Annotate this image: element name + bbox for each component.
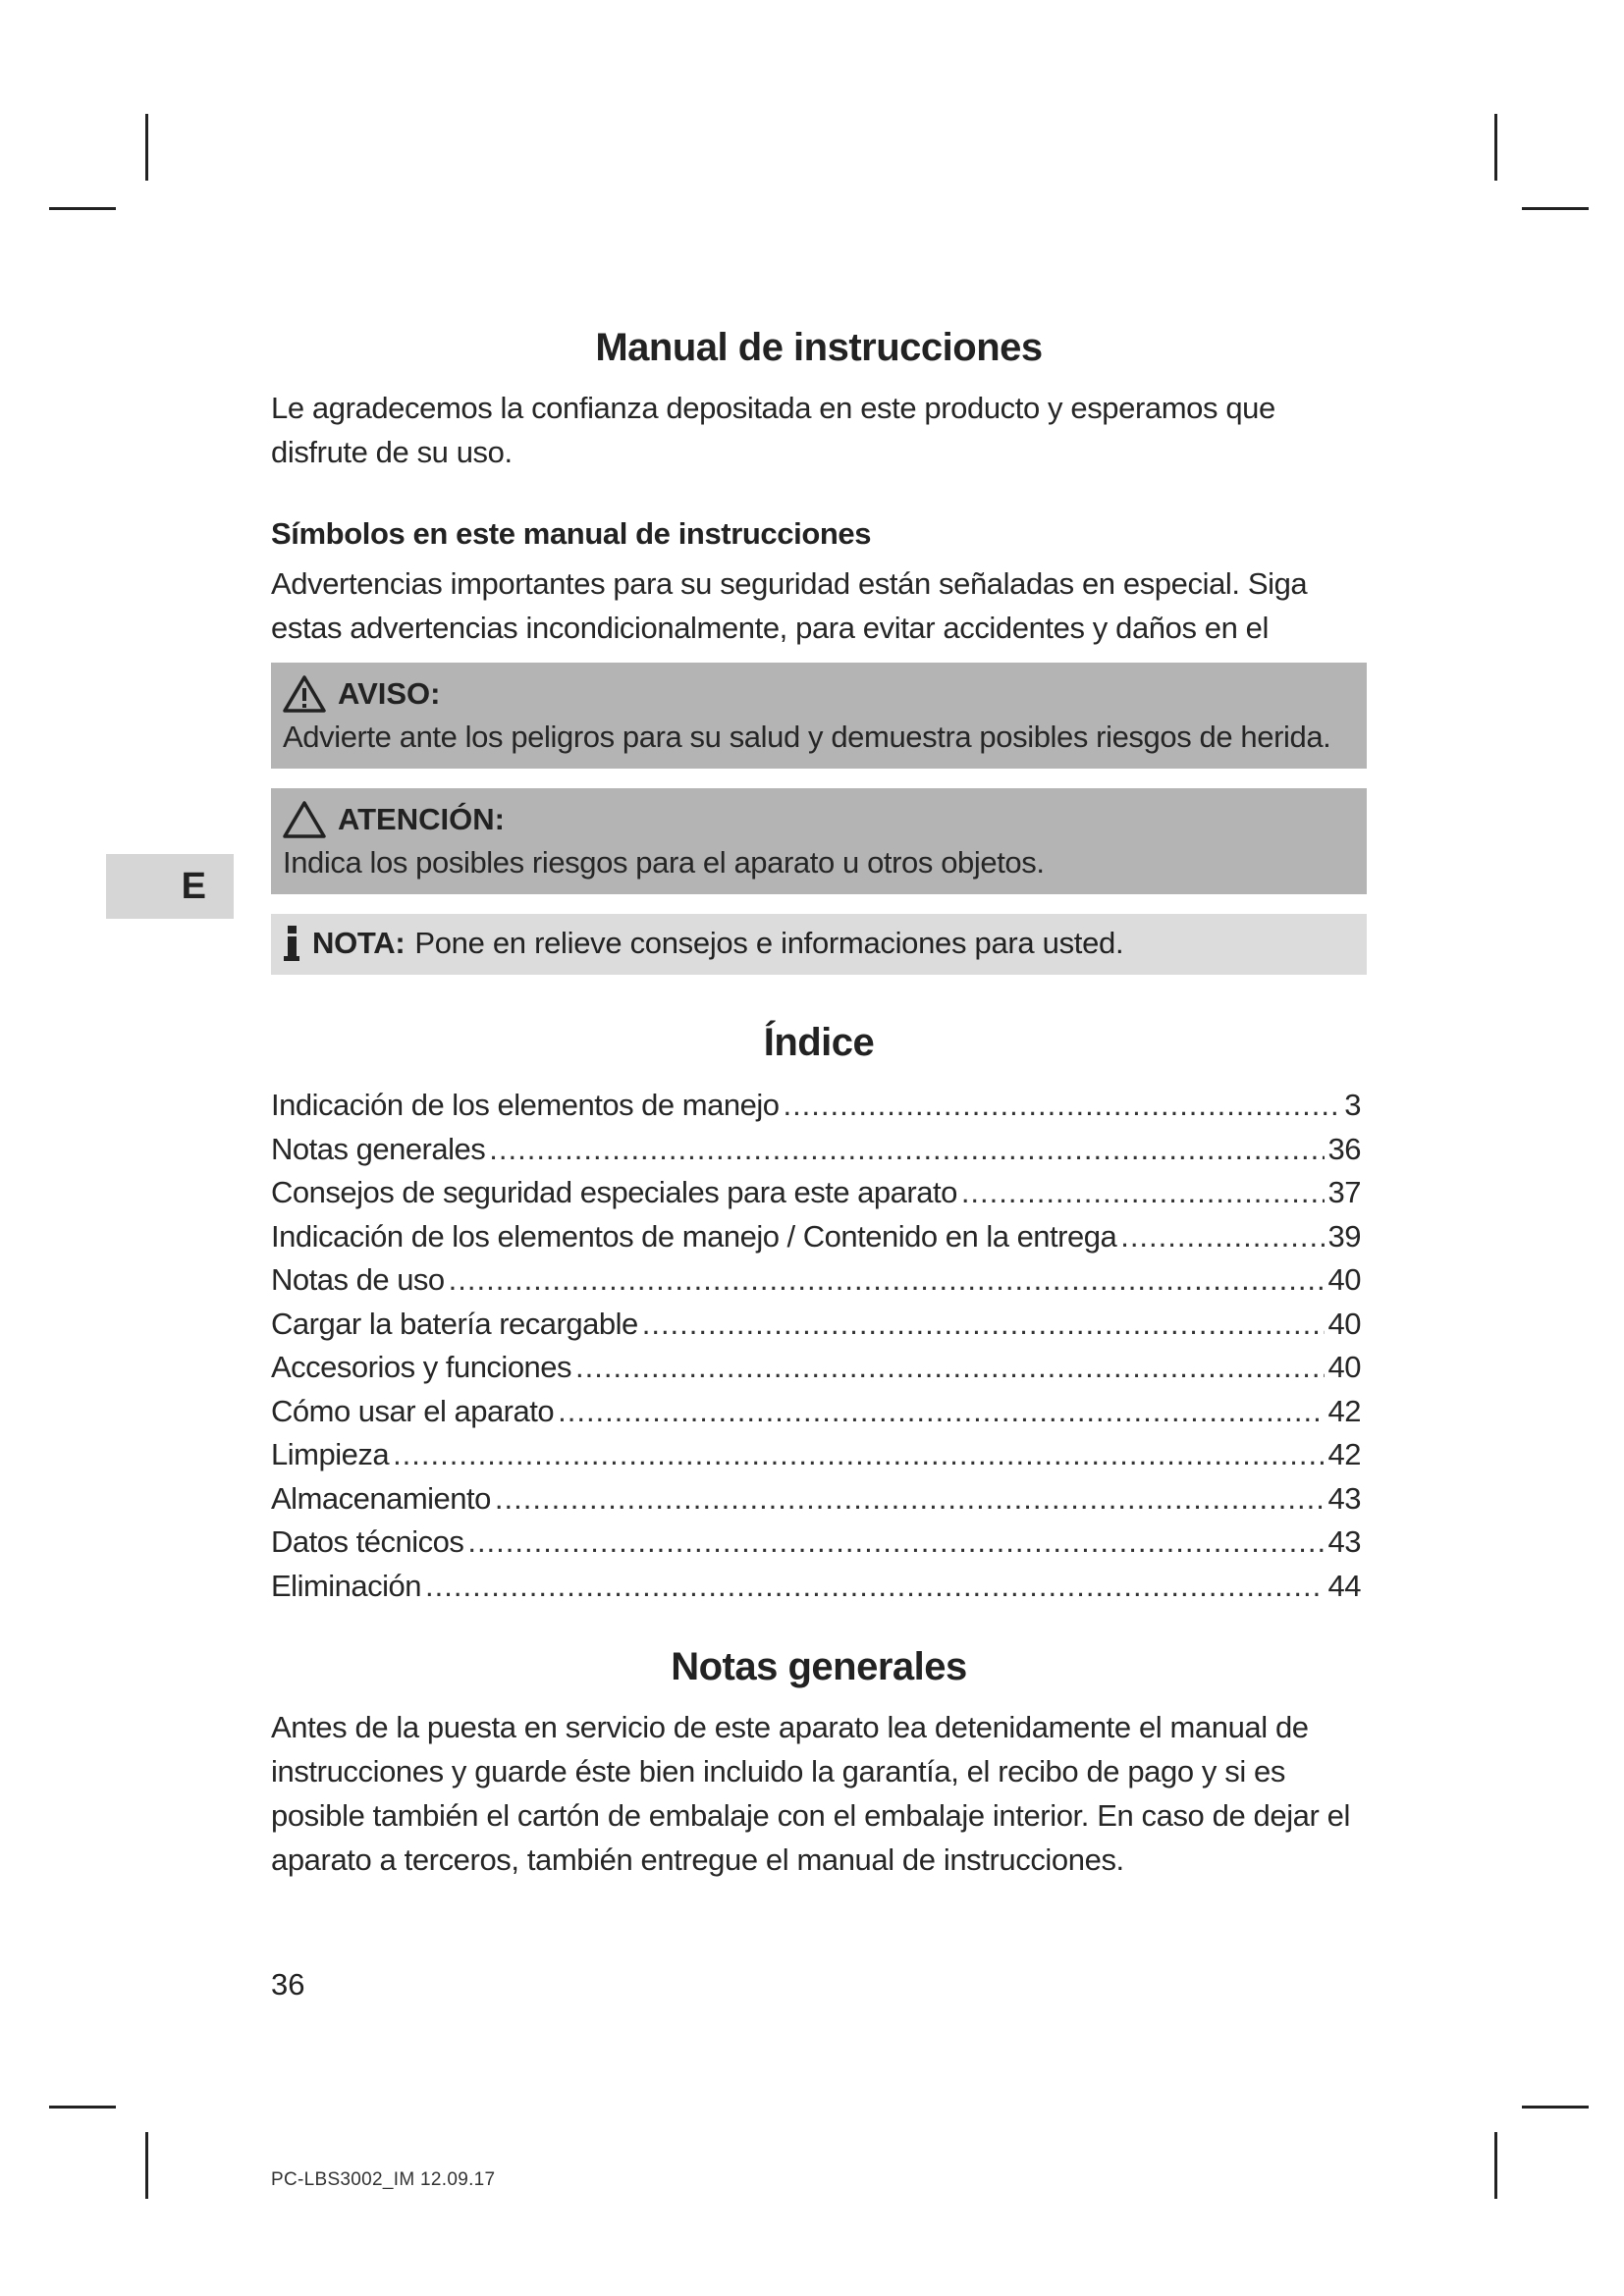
index-title: Índice [763, 1021, 875, 1064]
crop-mark [1494, 2132, 1497, 2199]
crop-mark [145, 114, 148, 181]
note-line [283, 924, 1355, 963]
warning-heading [283, 672, 1355, 716]
toc-entry-page: 36 [1327, 1131, 1361, 1166]
note-box [271, 914, 1367, 975]
page-title: Manual de instrucciones [595, 326, 1043, 369]
language-tab: E [106, 854, 234, 919]
toc-entry-title: Notas de uso [271, 1262, 445, 1297]
toc-leader [961, 1175, 1325, 1210]
general-notes-paragraph: Antes de la puesta en servicio de este aparato lea detenidamente el manual de instrucciones y guarde éste bien incluido la garantía, el recibo de pago y si es posible también el cartón de embalaje con el embalaje interior. En caso de dejar el aparato a terceros, también entregue el manual de instrucciones. [271, 1710, 1350, 1877]
toc-entry-title: Eliminación [271, 1568, 422, 1603]
warning-text: Advierte ante los peligros para su salud y demuestra posibles riesgos de herida. [283, 720, 1331, 754]
toc-entry-title: Cargar la batería recargable [271, 1306, 638, 1341]
toc-leader [467, 1524, 1324, 1560]
note-text: Pone en relieve consejos e informaciones para usted. [414, 926, 1124, 960]
toc-leader [575, 1350, 1324, 1385]
toc-entry-title: Datos técnicos [271, 1524, 464, 1559]
toc-entry-page: 3 [1344, 1088, 1361, 1122]
note-label: NOTA: [312, 926, 406, 960]
toc-leader [489, 1132, 1324, 1167]
caution-heading [283, 798, 1355, 841]
toc-entry [271, 1307, 1361, 1351]
toc-leader [425, 1569, 1325, 1604]
caution-text: Indica los posibles riesgos para el aparato u otros objetos. [283, 845, 1045, 880]
warning-box [271, 663, 1367, 769]
toc-entry-page: 43 [1327, 1480, 1361, 1516]
crop-mark [1494, 114, 1497, 181]
toc-entry-title: Consejos de seguridad especiales para este aparato [271, 1175, 957, 1209]
toc-entry-title: Accesorios y funciones [271, 1350, 572, 1384]
caution-box [271, 788, 1367, 894]
toc-leader [449, 1262, 1325, 1298]
toc-entry-title: Indicación de los elementos de manejo [271, 1088, 780, 1122]
toc-entry-page: 40 [1327, 1262, 1361, 1297]
symbols-heading: Símbolos en este manual de instrucciones [271, 516, 872, 551]
warning-label: AVISO: [338, 676, 441, 711]
footer-code: PC-LBS3002_IM 12.09.17 [271, 2169, 496, 2190]
toc-leader [495, 1481, 1325, 1517]
toc-leader [642, 1307, 1325, 1342]
toc-entry-title: Almacenamiento [271, 1480, 491, 1516]
toc-leader [1120, 1219, 1324, 1255]
toc-entry [271, 1437, 1361, 1481]
crop-mark [145, 2132, 148, 2199]
caution-label: ATENCIÓN: [338, 802, 505, 836]
page-number: 36 [271, 1967, 305, 2002]
crop-mark [49, 207, 116, 210]
toc-entry-page: 42 [1327, 1393, 1361, 1428]
toc-entry [271, 1088, 1361, 1132]
toc-entry [271, 1569, 1361, 1613]
info-icon [283, 925, 300, 962]
toc-entry-page: 40 [1327, 1350, 1361, 1384]
toc-entry-title: Limpieza [271, 1437, 390, 1471]
toc-leader [783, 1088, 1340, 1123]
toc-leader [393, 1437, 1324, 1472]
intro-paragraph: Le agradecemos la confianza depositada en este producto y esperamos que disfrute de su uso. [271, 391, 1275, 469]
table-of-contents [271, 1088, 1361, 1612]
toc-entry-page: 37 [1327, 1175, 1361, 1209]
toc-entry [271, 1350, 1361, 1394]
general-notes-title: Notas generales [671, 1645, 967, 1688]
toc-entry-page: 39 [1327, 1218, 1361, 1254]
toc-entry-page: 42 [1327, 1437, 1361, 1471]
toc-entry-page: 43 [1327, 1524, 1361, 1559]
toc-entry [271, 1132, 1361, 1176]
toc-entry [271, 1524, 1361, 1569]
warning-triangle-icon [283, 675, 326, 713]
toc-entry [271, 1481, 1361, 1525]
toc-entry [271, 1394, 1361, 1438]
symbols-paragraph: Advertencias importantes para su seguridad están señaladas en especial. Siga estas advertencias incondicionalmente, para evitar accidentes y daños en el [271, 566, 1308, 645]
toc-leader [558, 1394, 1324, 1429]
toc-entry-page: 44 [1327, 1568, 1361, 1603]
toc-entry-title: Cómo usar el aparato [271, 1393, 555, 1428]
crop-mark [1522, 2106, 1589, 2109]
crop-mark [49, 2106, 116, 2109]
toc-entry-title: Indicación de los elementos de manejo / Contenido en la entrega [271, 1218, 1117, 1254]
toc-entry-page: 40 [1327, 1306, 1361, 1341]
crop-mark [1522, 207, 1589, 210]
toc-entry [271, 1262, 1361, 1307]
toc-entry [271, 1219, 1361, 1263]
toc-entry-title: Notas generales [271, 1131, 486, 1166]
caution-triangle-icon [283, 801, 326, 838]
toc-entry [271, 1175, 1361, 1219]
